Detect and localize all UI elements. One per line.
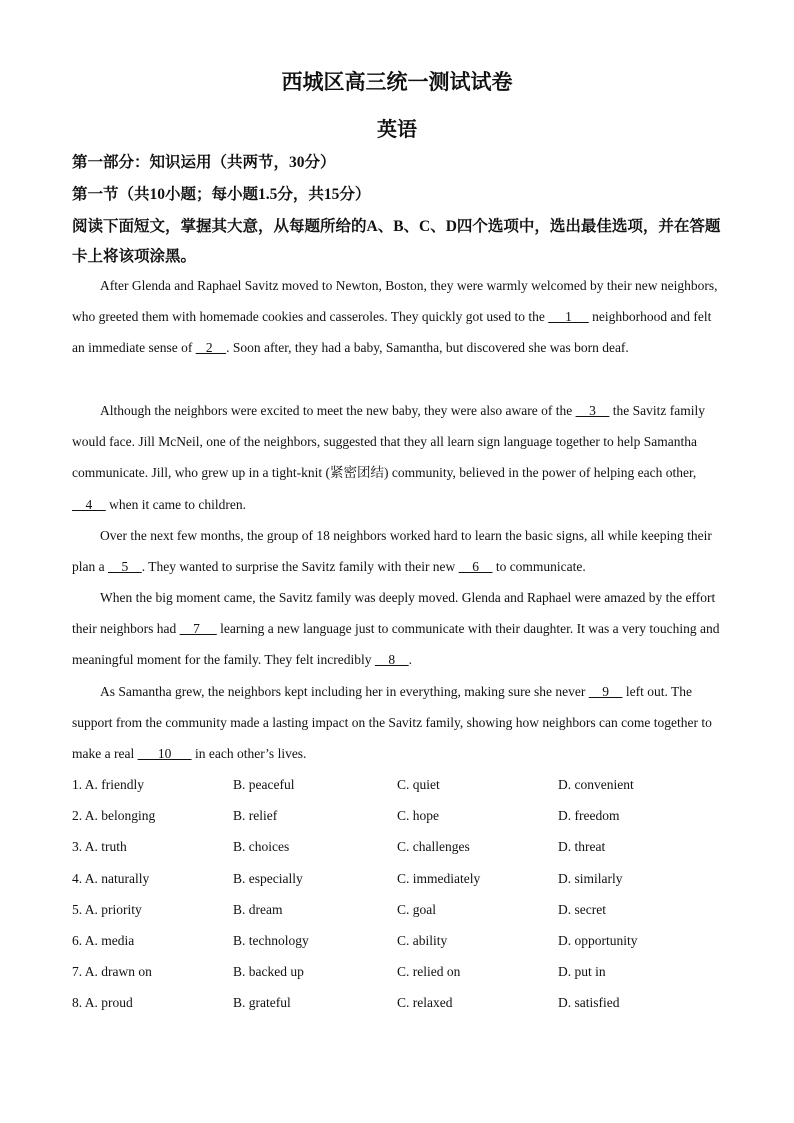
option-choice: 8. A. proud — [72, 995, 133, 1011]
option-choice: 7. A. drawn on — [72, 964, 152, 980]
option-row — [72, 863, 732, 894]
passage-paragraph-5 — [72, 676, 722, 770]
option-choice: 5. A. priority — [72, 901, 142, 917]
option-row — [72, 987, 732, 1018]
passage-text: learning a new language just to communicate with their daughter. It was a very touching and meaningful moment for the family. They felt incredibly — [72, 621, 720, 668]
option-choice: 1. A. friendly — [72, 777, 144, 792]
option-choice: D. opportunity — [558, 932, 638, 948]
cloze-blank: 6 — [458, 559, 493, 575]
option-row — [72, 800, 732, 831]
cloze-blank: 7 — [179, 621, 217, 637]
passage-text: As Samantha grew, the neighbors kept including her in everything, making sure she never — [100, 684, 589, 699]
option-row — [72, 925, 732, 956]
passage-text: . Soon after, they had a baby, Samantha, but discovered she was born deaf. — [226, 340, 629, 356]
option-choice: 6. A. media — [72, 932, 135, 948]
passage-text: in each other’s lives. — [191, 746, 307, 762]
option-choice: 3. A. truth — [72, 839, 127, 855]
passage-text: to communicate. — [492, 559, 586, 575]
instruction-text: 阅读下面短文，掌握其大意，从每题所给的A、B、C、D四个选项中，选出最佳选项，并在答题卡上将该项涂黑。 — [72, 218, 721, 265]
option-choice: 4. A. naturally — [72, 870, 150, 886]
option-choice: D. put in — [558, 964, 606, 980]
option-choice: D. convenient — [558, 777, 634, 792]
option-choice: D. satisfied — [558, 995, 620, 1011]
cloze-blank: 3 — [575, 403, 610, 418]
option-choice: B. grateful — [233, 995, 291, 1011]
passage-text: Although the neighbors were excited to meet the new baby, they were also aware of the — [100, 403, 576, 418]
cloze-blank: 8 — [374, 652, 409, 668]
exam-title: 西城区高三统一测试试卷 — [281, 70, 513, 94]
passage-paragraph-1 — [72, 270, 722, 364]
option-choice: C. goal — [397, 901, 436, 917]
cloze-blank: 5 — [108, 559, 142, 575]
option-row — [72, 831, 732, 862]
cloze-blank: 10 — [137, 746, 192, 762]
option-choice: C. ability — [397, 932, 448, 948]
option-choice: D. secret — [558, 901, 606, 917]
cloze-blank: 4 — [72, 496, 106, 512]
passage-text: when it came to children. — [105, 496, 246, 512]
cloze-blank: 2 — [195, 340, 227, 356]
option-row — [72, 769, 732, 800]
passage-text: the Savitz family would face. Jill McNeil, one of the neighbors, suggested that they all learn sign language together to help Samantha communicate. Jill, who grew up in a tight-knit (紧密团结) community, believed in the power of helping each other, — [72, 403, 705, 481]
cloze-blank: 1 — [548, 309, 589, 325]
passage-text: . — [408, 652, 413, 668]
options-list — [72, 769, 732, 1019]
option-choice: B. peaceful — [233, 777, 295, 792]
passage-text: When the big moment came, the Savitz family was deeply moved. Glenda and Raphael were amazed by the effort their neighbors had — [72, 590, 716, 637]
part-heading: 第一部分：知识运用（共两节，30分） — [72, 154, 336, 171]
passage-paragraph-4 — [72, 582, 722, 676]
passage-text: left out. The support from the community made a lasting impact on the Savitz family, showing how neighbors can come together to make a real — [72, 684, 712, 762]
option-choice: C. hope — [397, 808, 439, 824]
passage-paragraph-3 — [72, 520, 722, 582]
passage-paragraph-2 — [72, 395, 722, 520]
option-choice: B. relief — [233, 808, 278, 824]
cloze-blank: 9 — [588, 684, 623, 699]
option-row — [72, 894, 732, 925]
option-choice: 2. A. belonging — [72, 808, 156, 824]
option-choice: B. technology — [233, 932, 309, 948]
passage-text: neighborhood and felt an immediate sense of — [72, 309, 712, 356]
option-choice: D. freedom — [558, 808, 620, 824]
passage-text: After Glenda and Raphael Savitz moved to Newton, Boston, they were warmly welcomed by their new neighbors, who greeted them with homemade cookies and casseroles. They quickly got used to the — [72, 278, 718, 325]
option-choice: D. threat — [558, 839, 606, 855]
option-choice: B. choices — [233, 839, 290, 855]
option-choice: C. quiet — [397, 777, 440, 792]
subject-title: 英语 — [377, 119, 417, 141]
option-row — [72, 956, 732, 987]
option-choice: C. relaxed — [397, 995, 453, 1011]
subsection-heading: 第一节（共10小题；每小题1.5分，共15分） — [72, 186, 371, 203]
option-choice: B. especially — [233, 870, 303, 886]
passage-text: Over the next few months, the group of 18 neighbors worked hard to learn the basic signs, all while keeping their plan a — [72, 528, 712, 575]
passage-text: . They wanted to surprise the Savitz family with their new — [141, 559, 459, 575]
option-choice: C. relied on — [397, 964, 461, 980]
option-choice: D. similarly — [558, 870, 623, 886]
option-choice: B. backed up — [233, 964, 304, 980]
option-choice: C. challenges — [397, 839, 470, 855]
option-choice: B. dream — [233, 901, 283, 917]
option-choice: C. immediately — [397, 870, 481, 886]
